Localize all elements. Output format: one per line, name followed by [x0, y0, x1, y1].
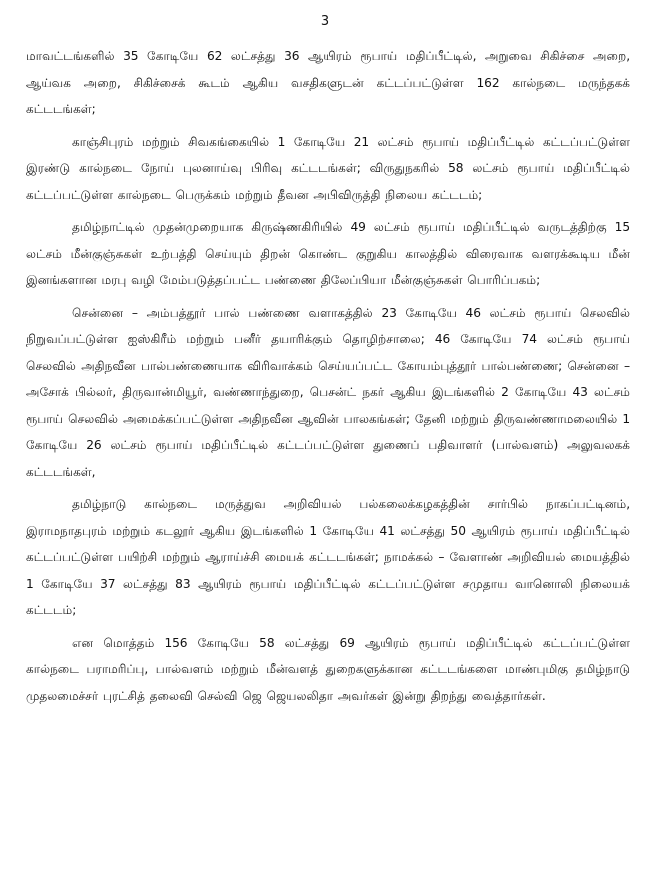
paragraph-disease-investigation-units: காஞ்சிபுரம் மற்றும் சிவகங்கையில் 1 கோடியே 21 லட்சம் ரூபாய் மதிப்பீட்டில் கட்டப்பட்டுள்ள இரண்டு கால்நடை நோய் புலனாய்வு பிரிவு கட்டடங்கள்; விருதுநகரில் 58 லட்சம் ரூபாய் மதிப்பீட்டில் கட்டப்பட்டுள்ள கால்நடை பெருக்கம் மற்றும் தீவன அபிவிருத்தி நிலைய கட்டடம்; [26, 134, 630, 202]
paragraph-veterinary-university: தமிழ்நாடு கால்நடை மருத்துவ அறிவியல் பல்கலைக்கழகத்தின் சார்பில் நாகப்பட்டினம், இராமநாதபுரம் மற்றும் கடலூர் ஆகிய இடங்களில் 1 கோடியே 41 லட்சத்து 50 ஆயிரம் ரூபாய் மதிப்பீட்டில் கட்டப்பட்டுள்ள பயிற்சி மற்றும் ஆராய்ச்சி மையக் கட்டடங்கள்; நாமக்கல் – வேளாண் அறிவியல் மையத்தில் 1 கோடியே 37 லட்சத்து 83 ஆயிரம் ரூபாய் மதிப்பீட்டில் கட்டப்பட்டுள்ள சமுதாய வானொலி நிலையக் கட்டடம்; [26, 497, 630, 617]
page-number: 3 [320, 14, 330, 29]
paragraph-summary: என மொத்தம் 156 கோடியே 58 லட்சத்து 69 ஆயிரம் ரூபாய் மதிப்பீட்டில் கட்டப்பட்டுள்ள கால்நடை பராமரிப்பு, பால்வளம் மற்றும் மீன்வளத் துறைகளுக்கான கட்டடங்களை மாண்புமிகு தமிழ்நாடு முதலமைச்சர் புரட்சித் தலைவி செல்வி ஜெ ஜெயலலிதா அவர்கள் இன்று திறந்து வைத்தார்கள். [26, 635, 630, 703]
document-body [26, 43, 630, 709]
paragraph-district-dispensaries: மாவட்டங்களில் 35 கோடியே 62 லட்சத்து 36 ஆயிரம் ரூபாய் மதிப்பீட்டில், அறுவை சிகிச்சை அறை, ஆய்வக அறை, சிகிச்சைக் கூடம் ஆகிய வசதிகளுடன் கட்டப்பட்டுள்ள 162 கால்நடை மருந்தகக் கட்டடங்கள்; [26, 49, 630, 116]
paragraph-dairy-facilities: சென்னை – அம்பத்தூர் பால் பண்ணை வளாகத்தில் 23 கோடியே 46 லட்சம் ரூபாய் செலவில் நிறுவப்பட்டுள்ள ஐஸ்கிரீம் மற்றும் பனீர் தயாரிக்கும் தொழிற்சாலை; 46 கோடியே 74 லட்சம் ரூபாய் செலவில் அதிநவீன பால்பண்ணையாக விரிவாக்கம் செய்யப்பட்ட கோயம்புத்தூர் பால்பண்ணை; சென்னை – அசோக் பில்லர், திருவான்மியூர், வண்ணாந்துறை, பெசன்ட் நகர் ஆகிய இடங்களில் 2 கோடியே 43 லட்சம் ரூபாய் செலவில் அமைக்கப்பட்டுள்ள அதிநவீன ஆவின் பாலகங்கள்; தேனி மற்றும் திருவண்ணாமலையில் 1 கோடியே 26 லட்சம் ரூபாய் மதிப்பீட்டில் கட்டப்பட்டுள்ள துணைப் பதிவாளர் (பால்வளம்) அலுவலகக் கட்டடங்கள், [26, 305, 630, 479]
paragraph-fish-hatchery: தமிழ்நாட்டில் முதன்முறையாக கிருஷ்ணகிரியில் 49 லட்சம் ரூபாய் மதிப்பீட்டில் வருடத்திற்கு 15 லட்சம் மீன்குஞ்சுகள் உற்பத்தி செய்யும் திறன் கொண்ட குறுகிய காலத்தில் விரைவாக வளரக்கூடிய மீன் இனங்களான மரபு வழி மேம்படுத்தப்பட்ட பண்ணை திலேப்பியா மீன்குஞ்சுகள் பொரிப்பகம்; [26, 220, 630, 287]
